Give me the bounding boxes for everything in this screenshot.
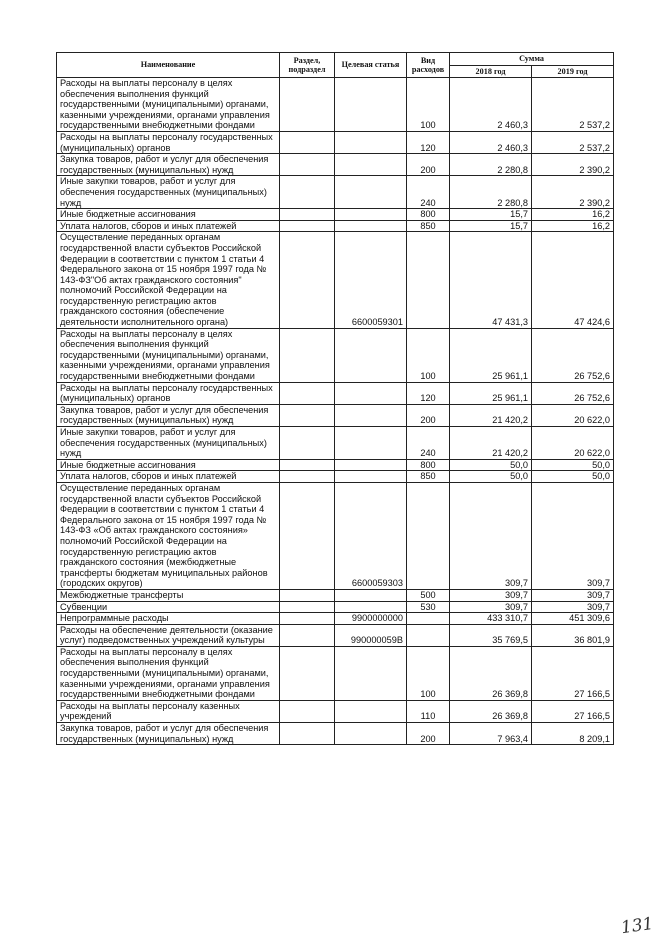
- row-sum-2019: 2 390,2: [532, 154, 614, 176]
- row-target: [335, 176, 407, 209]
- table-row: [57, 154, 614, 176]
- row-sum-2018: 2 460,3: [450, 131, 532, 153]
- row-target: [335, 601, 407, 613]
- row-name: Расходы на выплаты персоналу в целях обеспечения выполнения функций государственными (муниципальными) органами, казенными учреждениями, органами управления государственными внебюджетными фондами: [57, 78, 280, 132]
- row-type: 800: [407, 459, 450, 471]
- row-sum-2018: 309,7: [450, 589, 532, 601]
- table-row: [57, 78, 614, 132]
- row-section: [280, 232, 335, 328]
- row-sum-2018: 21 420,2: [450, 427, 532, 460]
- table-row: [57, 459, 614, 471]
- row-name: Иные бюджетные ассигнования: [57, 459, 280, 471]
- row-section: [280, 482, 335, 589]
- row-name: Расходы на выплаты персоналу государственных (муниципальных) органов: [57, 131, 280, 153]
- row-sum-2018: 25 961,1: [450, 382, 532, 404]
- budget-table-page: [56, 52, 655, 938]
- header-target: Целевая статья: [335, 53, 407, 78]
- table-row: [57, 471, 614, 483]
- row-sum-2019: 2 537,2: [532, 78, 614, 132]
- row-type: 800: [407, 209, 450, 221]
- row-target: 6600059301: [335, 232, 407, 328]
- row-target: [335, 78, 407, 132]
- table-row: [57, 404, 614, 426]
- row-target: [335, 220, 407, 232]
- table-row: [57, 382, 614, 404]
- row-type: 850: [407, 220, 450, 232]
- row-type: 100: [407, 78, 450, 132]
- table-row: [57, 723, 614, 745]
- table-row: [57, 624, 614, 646]
- row-sum-2018: 309,7: [450, 482, 532, 589]
- row-name: Непрограммные расходы: [57, 613, 280, 625]
- row-target: 6600059303: [335, 482, 407, 589]
- budget-table: [56, 52, 614, 745]
- row-sum-2019: 26 752,6: [532, 382, 614, 404]
- row-name: Межбюджетные трансферты: [57, 589, 280, 601]
- row-target: [335, 646, 407, 700]
- header-year-2019: 2019 год: [532, 65, 614, 78]
- row-type: 120: [407, 131, 450, 153]
- row-sum-2018: 26 369,8: [450, 646, 532, 700]
- row-sum-2019: 20 622,0: [532, 427, 614, 460]
- row-name: Расходы на выплаты персоналу казенных учреждений: [57, 700, 280, 722]
- row-sum-2018: 35 769,5: [450, 624, 532, 646]
- row-section: [280, 209, 335, 221]
- row-section: [280, 404, 335, 426]
- row-type: 530: [407, 601, 450, 613]
- row-section: [280, 154, 335, 176]
- row-sum-2018: 7 963,4: [450, 723, 532, 745]
- row-sum-2019: 27 166,5: [532, 646, 614, 700]
- row-target: [335, 209, 407, 221]
- row-name: Расходы на выплаты персоналу государственных (муниципальных) органов: [57, 382, 280, 404]
- row-sum-2019: 26 752,6: [532, 328, 614, 382]
- row-sum-2019: 451 309,6: [532, 613, 614, 625]
- row-type: [407, 482, 450, 589]
- row-target: [335, 700, 407, 722]
- row-sum-2019: 36 801,9: [532, 624, 614, 646]
- row-target: [335, 459, 407, 471]
- row-section: [280, 459, 335, 471]
- row-type: 110: [407, 700, 450, 722]
- row-name: Иные закупки товаров, работ и услуг для обеспечения государственных (муниципальных) нужд: [57, 176, 280, 209]
- row-name: Уплата налогов, сборов и иных платежей: [57, 471, 280, 483]
- row-type: 200: [407, 404, 450, 426]
- header-sum: Сумма: [450, 53, 614, 66]
- row-section: [280, 220, 335, 232]
- row-target: [335, 328, 407, 382]
- row-name: Расходы на выплаты персоналу в целях обеспечения выполнения функций государственными (муниципальными) органами, казенными учреждениями, органами управления государственными внебюджетными фондами: [57, 328, 280, 382]
- table-row: [57, 131, 614, 153]
- header-name: Наименование: [57, 53, 280, 78]
- row-name: Расходы на выплаты персоналу в целях обеспечения выполнения функций государственными (муниципальными) органами, казенными учреждениями, органами управления государственными внебюджетными фондами: [57, 646, 280, 700]
- row-target: [335, 154, 407, 176]
- row-type: [407, 232, 450, 328]
- row-type: 100: [407, 646, 450, 700]
- table-row: [57, 646, 614, 700]
- row-sum-2018: 309,7: [450, 601, 532, 613]
- row-target: [335, 404, 407, 426]
- table-row: [57, 328, 614, 382]
- table-row: [57, 613, 614, 625]
- row-target: [335, 427, 407, 460]
- row-type: 500: [407, 589, 450, 601]
- row-sum-2019: 309,7: [532, 601, 614, 613]
- row-name: Субвенции: [57, 601, 280, 613]
- row-target: [335, 382, 407, 404]
- row-sum-2018: 50,0: [450, 471, 532, 483]
- row-section: [280, 176, 335, 209]
- row-sum-2019: 50,0: [532, 471, 614, 483]
- row-sum-2019: 2 537,2: [532, 131, 614, 153]
- row-section: [280, 427, 335, 460]
- row-type: 240: [407, 176, 450, 209]
- row-sum-2018: 26 369,8: [450, 700, 532, 722]
- row-type: [407, 624, 450, 646]
- row-name: Закупка товаров, работ и услуг для обеспечения государственных (муниципальных) нужд: [57, 723, 280, 745]
- row-section: [280, 723, 335, 745]
- row-type: 100: [407, 328, 450, 382]
- row-type: [407, 613, 450, 625]
- row-target: [335, 589, 407, 601]
- row-type: 120: [407, 382, 450, 404]
- row-target: 9900000000: [335, 613, 407, 625]
- row-name: Расходы на обеспечение деятельности (оказание услуг) подведомственных учреждений культуры: [57, 624, 280, 646]
- row-type: 850: [407, 471, 450, 483]
- row-sum-2018: 15,7: [450, 209, 532, 221]
- row-sum-2019: 16,2: [532, 209, 614, 221]
- row-section: [280, 601, 335, 613]
- row-sum-2018: 47 431,3: [450, 232, 532, 328]
- row-section: [280, 131, 335, 153]
- page-number: 131: [619, 913, 655, 938]
- row-section: [280, 589, 335, 601]
- row-sum-2019: 20 622,0: [532, 404, 614, 426]
- row-sum-2018: 25 961,1: [450, 328, 532, 382]
- row-sum-2019: 50,0: [532, 459, 614, 471]
- row-type: 240: [407, 427, 450, 460]
- row-target: 990000059В: [335, 624, 407, 646]
- row-name: Иные бюджетные ассигнования: [57, 209, 280, 221]
- row-sum-2019: 309,7: [532, 482, 614, 589]
- row-section: [280, 646, 335, 700]
- row-sum-2018: 433 310,7: [450, 613, 532, 625]
- row-type: 200: [407, 723, 450, 745]
- table-row: [57, 589, 614, 601]
- table-row: [57, 482, 614, 589]
- row-section: [280, 78, 335, 132]
- table-row: [57, 176, 614, 209]
- row-sum-2019: 8 209,1: [532, 723, 614, 745]
- row-sum-2018: 2 280,8: [450, 154, 532, 176]
- header-year-2018: 2018 год: [450, 65, 532, 78]
- row-sum-2019: 309,7: [532, 589, 614, 601]
- row-section: [280, 613, 335, 625]
- row-section: [280, 700, 335, 722]
- row-name: Закупка товаров, работ и услуг для обеспечения государственных (муниципальных) нужд: [57, 404, 280, 426]
- row-sum-2018: 15,7: [450, 220, 532, 232]
- row-section: [280, 624, 335, 646]
- row-sum-2019: 2 390,2: [532, 176, 614, 209]
- row-target: [335, 131, 407, 153]
- row-sum-2018: 21 420,2: [450, 404, 532, 426]
- header-section: Раздел, подраздел: [280, 53, 335, 78]
- row-sum-2019: 27 166,5: [532, 700, 614, 722]
- row-sum-2019: 47 424,6: [532, 232, 614, 328]
- row-name: Уплата налогов, сборов и иных платежей: [57, 220, 280, 232]
- table-row: [57, 427, 614, 460]
- row-target: [335, 471, 407, 483]
- row-sum-2018: 2 460,3: [450, 78, 532, 132]
- row-type: 200: [407, 154, 450, 176]
- row-target: [335, 723, 407, 745]
- row-name: Закупка товаров, работ и услуг для обеспечения государственных (муниципальных) нужд: [57, 154, 280, 176]
- row-sum-2018: 50,0: [450, 459, 532, 471]
- table-row: [57, 209, 614, 221]
- table-row: [57, 220, 614, 232]
- table-row: [57, 232, 614, 328]
- header-type: Вид расходов: [407, 53, 450, 78]
- row-section: [280, 328, 335, 382]
- table-body: [57, 78, 614, 745]
- table-row: [57, 700, 614, 722]
- row-sum-2018: 2 280,8: [450, 176, 532, 209]
- row-section: [280, 382, 335, 404]
- row-name: Иные закупки товаров, работ и услуг для обеспечения государственных (муниципальных) нужд: [57, 427, 280, 460]
- row-section: [280, 471, 335, 483]
- table-row: [57, 601, 614, 613]
- row-sum-2019: 16,2: [532, 220, 614, 232]
- row-name: Осуществление переданных органам государственной власти субъектов Российской Федерации в соответствии с пунктом 1 статьи 4 Федерального закона от 15 ноября 1997 года № 143-ФЗ «Об актах гражданского состояния» полномочий Российской Федерации на государственную регистрацию актов гражданского состояния (межбюджетные трансферты бюджетам муниципальных районов (городских округов): [57, 482, 280, 589]
- row-name: Осуществление переданных органам государственной власти субъектов Российской Федерации в соответствии с пунктом 1 статьи 4 Федерального закона от 15 ноября 1997 года № 143-ФЗ"Об актах гражданского состояния" полномочий Российской Федерации на государственную регистрацию актов гражданского состояния (обеспечение деятельности исполнительного органа): [57, 232, 280, 328]
